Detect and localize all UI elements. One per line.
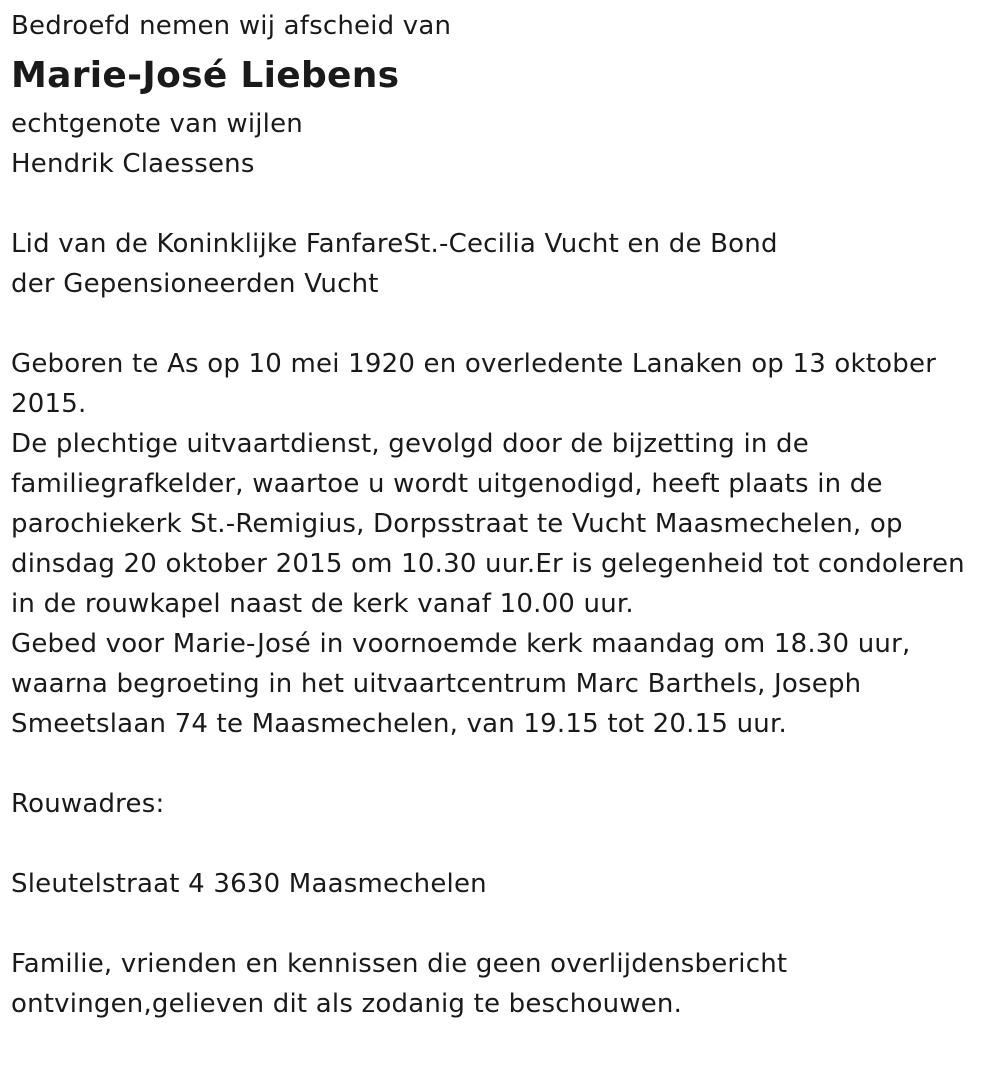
spacer xyxy=(11,184,986,224)
relation-line-2: Hendrik Claessens xyxy=(11,149,255,179)
details-line: 2015. xyxy=(11,389,87,419)
spacer xyxy=(11,304,986,344)
details-line: Gebed voor Marie-José in voornoemde kerk maandag om 18.30 uur, xyxy=(11,629,911,659)
details-line: Smeetslaan 74 te Maasmechelen, van 19.15 tot 20.15 uur. xyxy=(11,709,787,739)
death-notice xyxy=(11,6,986,1024)
details-line: dinsdag 20 oktober 2015 om 10.30 uur.Er is gelegenheid tot condoleren xyxy=(11,549,965,579)
details-line: waarna begroeting in het uitvaartcentrum Marc Barthels, Joseph xyxy=(11,669,862,699)
details-paragraph xyxy=(11,344,986,744)
membership-line-2: der Gepensioneerden Vucht xyxy=(11,269,379,299)
closing-line-2: ontvingen,gelieven dit als zodanig te beschouwen. xyxy=(11,989,683,1019)
relation-line-1: echtgenote van wijlen xyxy=(11,109,303,139)
mourning-address: Sleutelstraat 4 3630 Maasmechelen xyxy=(11,869,487,899)
mourning-address-label: Rouwadres: xyxy=(11,789,165,819)
intro-text: Bedroefd nemen wij afscheid van xyxy=(11,11,452,41)
details-line: parochiekerk St.-Remigius, Dorpsstraat te Vucht Maasmechelen, op xyxy=(11,509,903,539)
details-line: De plechtige uitvaartdienst, gevolgd door de bijzetting in de xyxy=(11,429,809,459)
membership-line-1: Lid van de Koninklijke FanfareSt.-Cecilia Vucht en de Bond xyxy=(11,229,778,259)
spacer xyxy=(11,744,986,784)
spacer xyxy=(11,904,986,944)
details-line: familiegrafkelder, waartoe u wordt uitgenodigd, heeft plaats in de xyxy=(11,469,883,499)
details-line: in de rouwkapel naast de kerk vanaf 10.00 uur. xyxy=(11,589,634,619)
deceased-name: Marie-José Liebens xyxy=(11,55,400,96)
details-line: Geboren te As op 10 mei 1920 en overledente Lanaken op 13 oktober xyxy=(11,349,937,379)
spacer xyxy=(11,824,986,864)
closing-line-1: Familie, vrienden en kennissen die geen overlijdensbericht xyxy=(11,949,788,979)
